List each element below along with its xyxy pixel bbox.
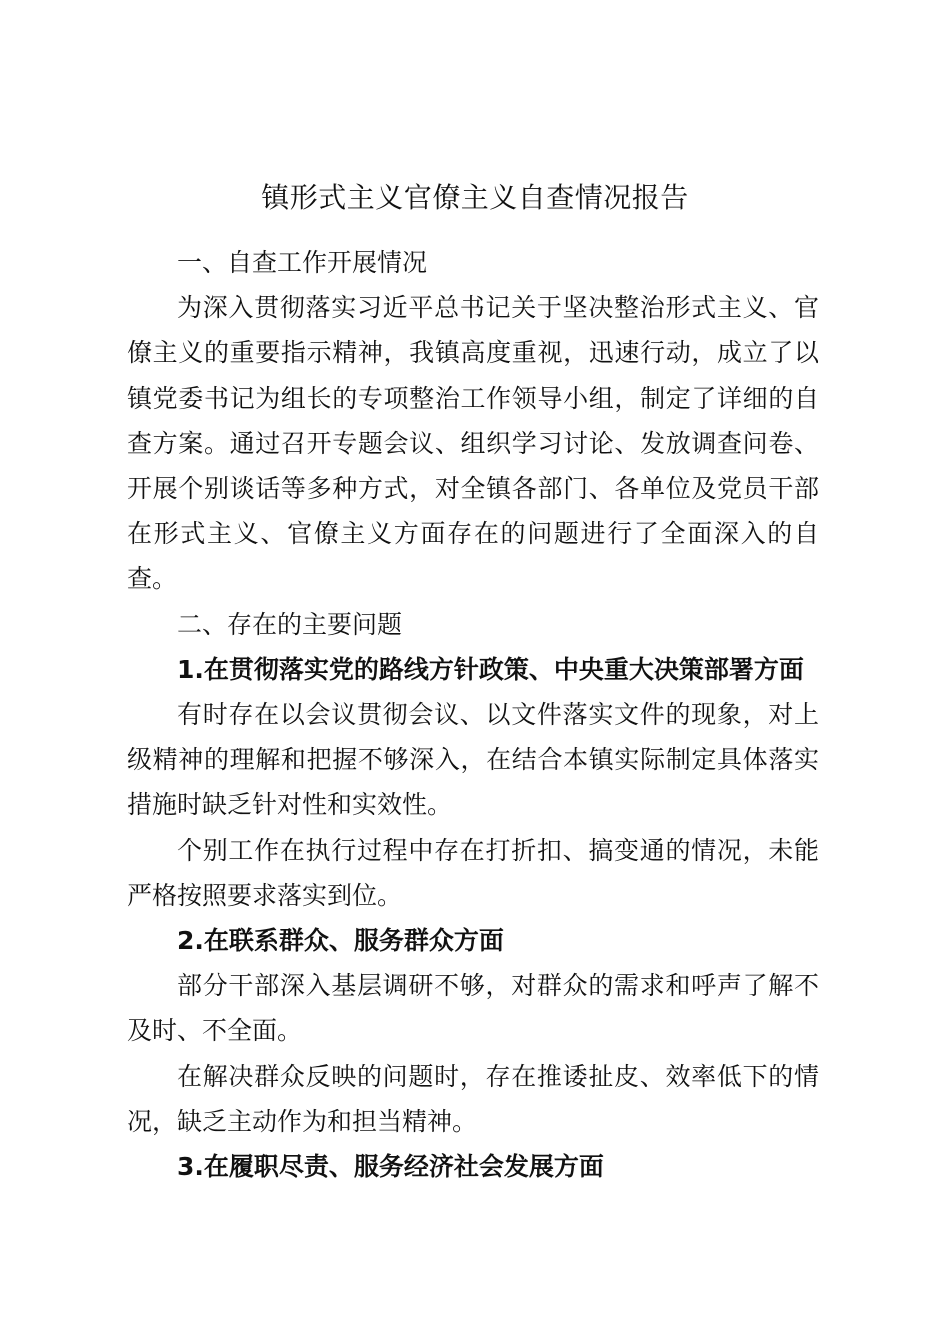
paragraph-self-inspection-work: 为深入贯彻落实习近平总书记关于坚决整治形式主义、官僚主义的重要指示精神，我镇高度重视，迅速行动，成立了以镇党委书记为组长的专项整治工作领导小组，制定了详细的自查方案。通过召开专题会议、组织学习讨论、发放调查问卷、开展个别谈话等多种方式，对全镇各部门、各单位及党员干部在形式主义、官僚主义方面存在的问题进行了全面深入的自查。 bbox=[127, 293, 819, 594]
subheading-policy-implementation: 1.在贯彻落实党的路线方针政策、中央重大决策部署方面 bbox=[177, 654, 804, 684]
subheading-serving-masses: 2.在联系群众、服务群众方面 bbox=[177, 926, 504, 956]
paragraph-buck-passing: 在解决群众反映的问题时，存在推诿扯皮、效率低下的情况，缺乏主动作为和担当精神。 bbox=[127, 1061, 819, 1136]
document-title: 镇形式主义官僚主义自查情况报告 bbox=[261, 181, 689, 214]
section-heading-main-problems: 二、存在的主要问题 bbox=[177, 609, 403, 639]
paragraph-meetings-documents: 有时存在以会议贯彻会议、以文件落实文件的现象，对上级精神的理解和把握不够深入，在结合本镇实际制定具体落实措施时缺乏针对性和实效性。 bbox=[127, 700, 819, 820]
subheading-duty-performance: 3.在履职尽责、服务经济社会发展方面 bbox=[177, 1152, 604, 1182]
paragraph-grassroots-research: 部分干部深入基层调研不够，对群众的需求和呼声了解不及时、不全面。 bbox=[127, 971, 819, 1046]
section-heading-self-inspection: 一、自查工作开展情况 bbox=[177, 248, 428, 277]
paragraph-discounted-execution: 个别工作在执行过程中存在打折扣、搞变通的情况，未能严格按照要求落实到位。 bbox=[127, 835, 819, 910]
document-body bbox=[127, 240, 819, 1189]
